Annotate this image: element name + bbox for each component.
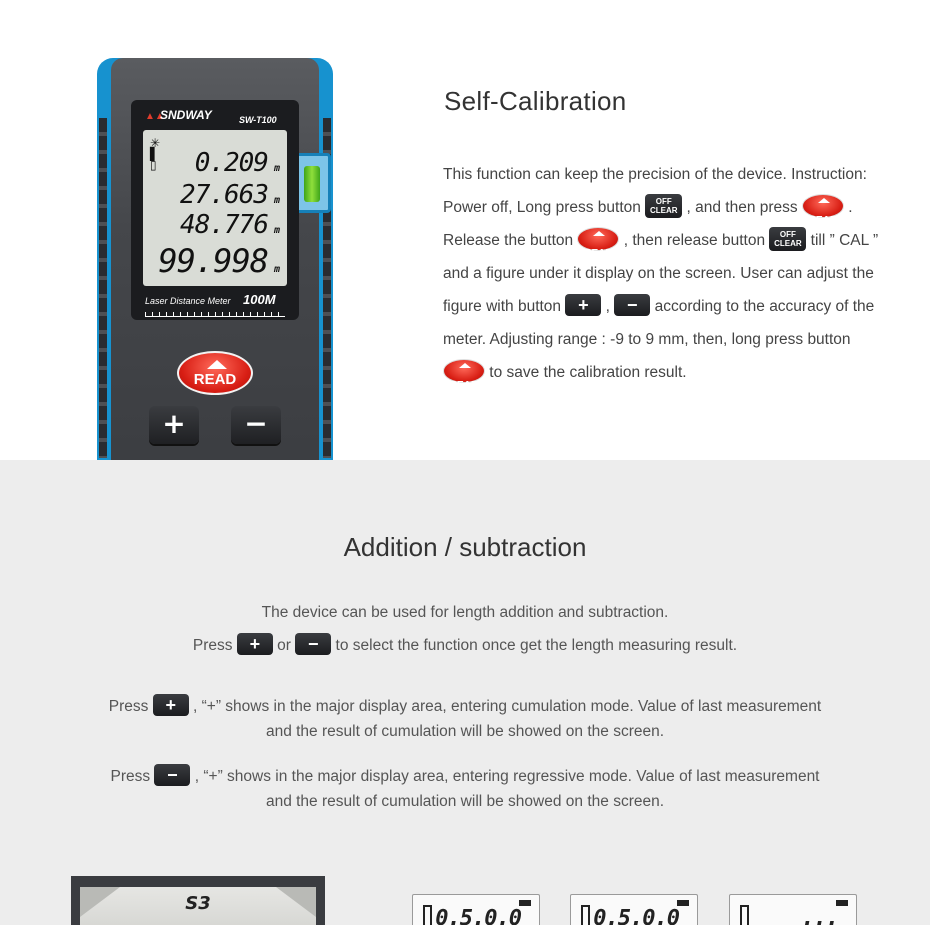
device-face-label: Laser Distance Meter xyxy=(145,296,231,306)
laser-distance-meter-image xyxy=(97,58,333,460)
device-brand xyxy=(145,108,212,122)
off-clear-button-icon: OFF CLEAR xyxy=(645,194,682,218)
section-title-addition-subtraction: Addition / subtraction xyxy=(343,532,587,562)
addition-subtraction-section xyxy=(0,460,930,925)
mini-display-1 xyxy=(412,894,540,925)
device-face xyxy=(131,100,299,320)
mini-display-2 xyxy=(570,894,698,925)
mini-display-value: ... xyxy=(801,906,838,925)
cumulation-mode-text: Press + , “+” shows in the major display area, entering cumulation mode. Value of last measurement and the result of cumulation will be showed on the screen. xyxy=(108,694,822,740)
device-plus-button: + xyxy=(149,406,199,444)
mini-display-3 xyxy=(729,894,857,925)
minus-button-icon: − xyxy=(154,764,190,786)
self-calibration-instructions: This function can keep the precision of the device. Instruction: Power off, Long press button OFF CLEAR , and then press READ . Release the button READ , then release button OFF CLEAR till ” CAL ” and a figure under it display on the screen. User can adjust the figure with button + , − according to the accuracy of the meter. Adjusting range : -9 to 9 mm, then, long press button READ to save the calibration result. xyxy=(443,166,879,391)
brand-name: SNDWAY xyxy=(160,108,212,122)
device-lcd xyxy=(143,130,287,286)
reference-icon xyxy=(581,905,590,925)
plus-button-icon: + xyxy=(153,694,189,716)
self-calibration-section xyxy=(0,0,930,460)
device-range: 100M xyxy=(243,292,276,307)
plus-button-icon: + xyxy=(565,294,601,316)
section-title-self-calibration: Self-Calibration xyxy=(444,86,627,116)
device-model: SW-T100 xyxy=(239,115,277,125)
reference-icon xyxy=(423,905,432,925)
ruler-scale xyxy=(145,312,285,317)
lcd-line-1: 0.209 m xyxy=(194,148,279,178)
read-button-icon: READ xyxy=(443,359,485,383)
device-read-button: READ xyxy=(177,351,253,395)
laser-reference-icon: ✳ ▌ ▯ xyxy=(150,136,161,172)
reference-icon xyxy=(740,905,749,925)
mini-display-value: 0.5.0.0 xyxy=(593,906,679,925)
device-screen-closeup-lcd xyxy=(80,887,316,925)
select-function-text: Press + or − to select the function once get the length measuring result. xyxy=(192,633,738,654)
lcd-line-4: 99.998 m xyxy=(158,242,279,280)
mini-display-value: 0.5.0.0 xyxy=(435,906,521,925)
device-screen-closeup xyxy=(71,876,325,925)
screen-closeup-label: S3 xyxy=(185,893,211,914)
read-button-icon: READ xyxy=(577,227,619,251)
read-button-icon: READ xyxy=(802,194,844,218)
lcd-line-2: 27.663 m xyxy=(180,180,279,210)
regressive-mode-text: Press − , “+” shows in the major display area, entering regressive mode. Value of last measurement and the result of cumulation will be showed on the screen. xyxy=(110,764,820,810)
device-minus-button: − xyxy=(231,406,281,444)
plus-button-icon: + xyxy=(237,633,273,655)
level-bubble xyxy=(304,166,320,202)
device-grip-left xyxy=(99,118,107,458)
minus-button-icon: − xyxy=(614,294,650,316)
lcd-line-3: 48.776 m xyxy=(180,210,279,240)
brand-logo-icon: ▲▲ xyxy=(145,111,165,122)
addition-intro-text: The device can be used for length addition and subtraction. xyxy=(261,604,669,621)
off-clear-button-icon: OFF CLEAR xyxy=(769,227,806,251)
minus-button-icon: − xyxy=(295,633,331,655)
